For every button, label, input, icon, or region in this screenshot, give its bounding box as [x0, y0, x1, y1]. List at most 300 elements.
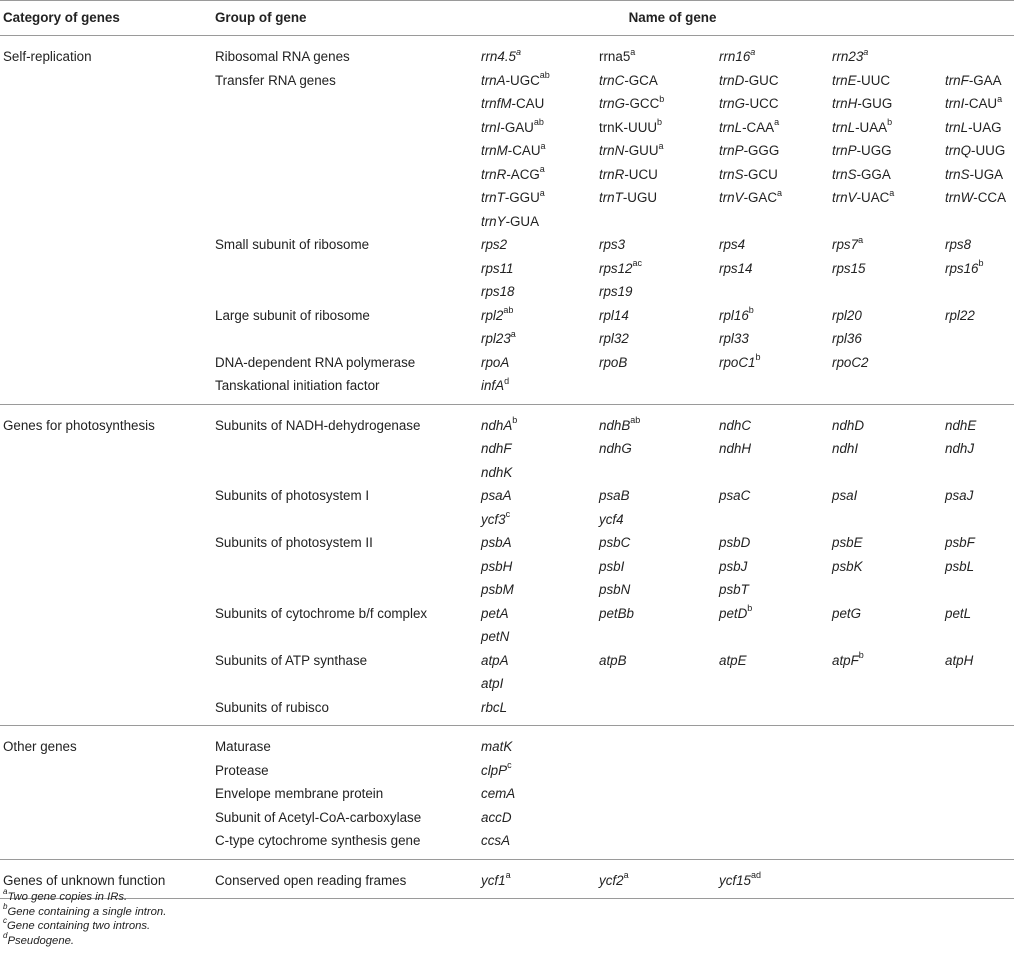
gene-name-italic: trnW: [945, 190, 974, 205]
gene-name-suffix: -UGU: [622, 190, 658, 205]
gene-name-suffix: -UAC: [856, 190, 890, 205]
gene-name-italic: rps3: [599, 237, 626, 252]
gene-name-suffix: -CAU: [964, 96, 998, 111]
gene-name-suffix: -GCC: [625, 96, 660, 111]
gene-footnote-mark: ab: [533, 117, 544, 128]
group-cell: [215, 508, 481, 532]
table-row: [0, 696, 1014, 726]
gene-name-italic: trnL: [945, 119, 969, 135]
gene-cell: [481, 829, 599, 859]
gene-cell: [945, 726, 1014, 759]
gene-cell: [832, 116, 945, 140]
table-row: [0, 759, 1014, 783]
group-cell: Conserved open reading frames: [215, 859, 481, 899]
gene-cell: [599, 374, 719, 404]
category-cell: [0, 92, 215, 116]
gene-cell: [719, 696, 832, 726]
group-cell: [215, 672, 481, 696]
gene-name-suffix: -GGU: [504, 190, 540, 205]
gene-cell: [719, 374, 832, 404]
category-cell: Genes for photosynthesis: [3, 417, 155, 433]
gene-cell: [832, 602, 945, 626]
gene-cell: [599, 163, 719, 187]
gene-cell: [481, 163, 599, 187]
group-cell: DNA-dependent RNA polymerase: [215, 354, 416, 370]
gene-name-italic: petG: [832, 605, 862, 621]
gene-cell: [481, 672, 599, 696]
gene-cell: [945, 280, 1014, 304]
gene-name-suffix: -ACG: [506, 166, 540, 182]
gene-cell: [832, 257, 945, 281]
table-row: [0, 257, 1014, 281]
gene-cell: [719, 531, 832, 555]
gene-name-italic: petA: [481, 605, 509, 621]
gene-cell: [719, 555, 832, 579]
gene-cell: [945, 806, 1014, 830]
footnote: [3, 930, 166, 949]
gene-name-italic: trnT: [481, 190, 505, 205]
gene-name-italic: ndhH: [719, 441, 752, 456]
gene-cell: [832, 280, 945, 304]
gene-cell: [945, 69, 1014, 93]
category-cell: [0, 280, 215, 304]
gene-cell: [481, 578, 599, 602]
table-row: [0, 327, 1014, 351]
gene-cell: [719, 782, 832, 806]
gene-name-italic: ycf4: [599, 511, 624, 527]
gene-cell: [945, 672, 1014, 696]
gene-cell: [719, 116, 832, 140]
gene-cell: [945, 36, 1014, 69]
gene-cell: [945, 859, 1014, 899]
gene-cell: [832, 374, 945, 404]
gene-name-italic: psbJ: [719, 558, 748, 574]
gene-footnote-mark: a: [889, 187, 895, 198]
gene-cell: [599, 531, 719, 555]
gene-cell: [832, 625, 945, 649]
group-cell: [215, 280, 481, 304]
gene-footnote-mark: b: [887, 117, 893, 128]
gene-cell: [945, 374, 1014, 404]
gene-name-suffix: -UCU: [624, 166, 658, 182]
table-row: [0, 36, 1014, 69]
table-row: [0, 116, 1014, 140]
gene-cell: [945, 625, 1014, 649]
gene-cell: [945, 351, 1014, 375]
gene-footnote-mark: b: [755, 352, 761, 363]
gene-cell: [599, 672, 719, 696]
gene-name-italic: rrn23: [832, 49, 864, 64]
gene-name-italic: psaJ: [945, 488, 974, 503]
gene-cell: [719, 36, 832, 69]
table-row: [0, 437, 1014, 461]
gene-cell: [599, 92, 719, 116]
gene-cell: [719, 327, 832, 351]
gene-name-italic: rps19: [599, 284, 633, 299]
gene-name-italic: rpl32: [599, 331, 629, 346]
gene-name-italic: ndhD: [832, 417, 865, 433]
gene-footnote-mark: c: [505, 509, 511, 520]
gene-name-italic: trnE: [832, 72, 857, 88]
gene-name-italic: ycf2: [599, 872, 624, 888]
gene-name-italic: atpF: [832, 652, 859, 668]
gene-name-italic: rps15: [832, 260, 866, 276]
category-cell: [0, 696, 215, 726]
footnote-text: Pseudogene.: [7, 934, 75, 947]
gene-name-suffix: -CAU: [511, 96, 545, 111]
group-cell: Protease: [215, 762, 269, 778]
gene-name-italic: rps7: [832, 237, 859, 252]
gene-cell: [481, 186, 599, 210]
group-cell: Ribosomal RNA genes: [215, 49, 350, 64]
table-body: [0, 36, 1014, 899]
gene-cell: [832, 327, 945, 351]
category-cell: [0, 829, 215, 859]
gene-cell: [945, 555, 1014, 579]
gene-name-italic: trnL: [832, 119, 856, 135]
category-cell: [0, 163, 215, 187]
category-cell: [0, 555, 215, 579]
group-cell: [215, 116, 481, 140]
gene-cell: [832, 649, 945, 673]
gene-name-italic: rps12: [599, 260, 633, 276]
gene-cell: [719, 92, 832, 116]
gene-footnote-mark: b: [659, 93, 665, 104]
table-row: [0, 304, 1014, 328]
gene-name-suffix: -GUC: [744, 72, 779, 88]
category-cell: [0, 351, 215, 375]
gene-name-italic: accD: [481, 809, 512, 825]
gene-footnote-mark: c: [507, 760, 512, 771]
gene-name-italic: rpl20: [832, 307, 862, 323]
table-row: [0, 484, 1014, 508]
footnote-mark: b: [3, 901, 8, 911]
gene-name-italic: ndhI: [832, 441, 859, 456]
footnote: [3, 916, 166, 934]
table-row: [0, 531, 1014, 555]
gene-cell: [719, 602, 832, 626]
gene-name-italic: trnI: [945, 96, 965, 111]
gene-name-suffix: -CAA: [742, 119, 775, 135]
gene-name-italic: trnM: [481, 143, 508, 158]
header-row: [0, 1, 1014, 36]
gene-cell: [832, 92, 945, 116]
gene-cell: [832, 304, 945, 328]
gene-cell: [832, 859, 945, 899]
gene-name-italic: trnS: [832, 166, 857, 182]
gene-name-suffix: -CCA: [973, 190, 1006, 205]
gene-cell: [945, 210, 1014, 234]
gene-name-italic: trnC: [599, 72, 625, 88]
gene-name-italic: trnP: [719, 143, 744, 158]
gene-name-suffix: -GAU: [500, 119, 534, 135]
group-cell: Transfer RNA genes: [215, 72, 336, 88]
gene-cell: [599, 139, 719, 163]
gene-footnote-mark: a: [539, 164, 545, 175]
gene-name-italic: ycf1: [481, 872, 506, 888]
gene-cell: [481, 257, 599, 281]
gene-cell: [481, 374, 599, 404]
category-cell: [0, 139, 215, 163]
gene-cell: [719, 437, 832, 461]
category-cell: Self-replication: [3, 49, 92, 64]
gene-cell: [481, 36, 599, 69]
table-row: [0, 649, 1014, 673]
gene-name-italic: matK: [481, 739, 513, 754]
table-row: [0, 829, 1014, 859]
gene-cell: [719, 257, 832, 281]
gene-cell: [599, 782, 719, 806]
gene-name-italic: atpH: [945, 652, 974, 668]
gene-footnote-mark: ac: [632, 258, 643, 269]
gene-cell: [481, 782, 599, 806]
gene-name-suffix: -UGA: [969, 166, 1004, 182]
gene-name-italic: trnV: [719, 190, 744, 205]
group-cell: Subunits of photosystem I: [215, 488, 370, 503]
gene-cell: [481, 484, 599, 508]
gene-name-suffix: -GAC: [743, 190, 778, 205]
gene-cell: [832, 696, 945, 726]
gene-cell: [719, 163, 832, 187]
gene-name-italic: trnR: [481, 166, 507, 182]
category-cell: [0, 672, 215, 696]
group-cell: [215, 210, 481, 234]
group-cell: Envelope membrane protein: [215, 786, 384, 801]
gene-cell: [832, 351, 945, 375]
gene-cell: [945, 602, 1014, 626]
gene-cell: [599, 280, 719, 304]
table-row: [0, 672, 1014, 696]
gene-cell: [481, 304, 599, 328]
table-row: [0, 186, 1014, 210]
gene-cell: [599, 233, 719, 257]
gene-name-italic: psbK: [832, 558, 863, 574]
gene-cell: [945, 829, 1014, 859]
gene-footnote-mark: a: [505, 870, 511, 881]
gene-cell: [719, 759, 832, 783]
gene-cell: [719, 484, 832, 508]
gene-cell: [832, 186, 945, 210]
group-cell: Tanskational initiation factor: [215, 374, 481, 404]
gene-cell: [719, 578, 832, 602]
gene-name-italic: petL: [945, 605, 972, 621]
footnote-text: Gene containing a single intron.: [7, 905, 167, 918]
gene-cell: [719, 233, 832, 257]
category-cell: [0, 578, 215, 602]
table-row: [0, 233, 1014, 257]
gene-cell: [832, 404, 945, 437]
gene-cell: [832, 163, 945, 187]
gene-cell: [481, 859, 599, 899]
gene-footnote-mark: ad: [751, 870, 762, 881]
gene-name-italic: psaA: [481, 488, 512, 503]
gene-name-italic: rbcL: [481, 699, 508, 715]
gene-name-italic: atpB: [599, 652, 627, 668]
gene-cell: [832, 759, 945, 783]
gene-name-italic: infA: [481, 378, 505, 393]
gene-cell: [719, 280, 832, 304]
gene-name-italic: ndhK: [481, 464, 513, 480]
gene-name-italic: psbD: [719, 535, 751, 550]
group-cell: Subunits of rubisco: [215, 696, 481, 726]
table-row: [0, 163, 1014, 187]
gene-footnote-mark: a: [858, 234, 864, 245]
gene-name-italic: psbT: [719, 582, 749, 597]
category-cell: [0, 759, 215, 783]
gene-name-suffix: -UGG: [856, 143, 892, 158]
gene-name-italic: trnF: [945, 72, 969, 88]
gene-footnote-mark: b: [858, 650, 864, 661]
gene-name-suffix: -GAA: [968, 72, 1002, 88]
gene-name-suffix: -GGG: [743, 143, 780, 158]
gene-name-italic: rrn16: [719, 49, 751, 64]
gene-name-italic: cemA: [481, 786, 516, 801]
gene-footnote-mark: a: [750, 46, 756, 57]
gene-name-italic: rpoC2: [832, 354, 869, 370]
gene-cell: [599, 210, 719, 234]
gene-footnote-mark: a: [515, 46, 521, 57]
gene-cell: [719, 806, 832, 830]
gene-name-italic: ndhC: [719, 417, 752, 433]
group-cell: [215, 578, 481, 602]
gene-name-italic: rpl16: [719, 307, 749, 323]
gene-name-italic: trnD: [719, 72, 745, 88]
gene-cell: [481, 696, 599, 726]
gene-name-italic: petBb: [599, 605, 634, 621]
gene-name-italic: psaC: [719, 488, 751, 503]
group-cell: Maturase: [215, 739, 271, 754]
gene-cell: [481, 233, 599, 257]
gene-name-italic: petN: [481, 629, 510, 644]
gene-name-suffix: rrna5: [599, 49, 631, 64]
gene-name-suffix: -UAG: [968, 119, 1002, 135]
gene-cell: [832, 461, 945, 485]
gene-cell: [481, 625, 599, 649]
group-cell: [215, 139, 481, 163]
gene-cell: [599, 649, 719, 673]
gene-cell: [832, 437, 945, 461]
gene-name-italic: psaI: [832, 488, 858, 503]
gene-footnote-mark: d: [504, 375, 510, 386]
gene-cell: [719, 649, 832, 673]
category-cell: [0, 186, 215, 210]
gene-name-italic: trnS: [945, 166, 970, 182]
table-row: [0, 578, 1014, 602]
gene-cell: [481, 210, 599, 234]
gene-cell: [481, 280, 599, 304]
gene-name-italic: rps18: [481, 284, 515, 299]
gene-cell: [599, 829, 719, 859]
gene-name-italic: ndhB: [599, 417, 631, 433]
gene-footnote-mark: a: [997, 93, 1003, 104]
table-row: [0, 806, 1014, 830]
gene-footnote-mark: b: [978, 258, 984, 269]
category-cell: [0, 782, 215, 806]
gene-name-italic: trnA: [481, 72, 506, 88]
gene-cell: [599, 578, 719, 602]
gene-name-italic: rps11: [481, 260, 514, 276]
footnote-text: Two gene copies in IRs.: [7, 891, 128, 903]
gene-cell: [481, 116, 599, 140]
gene-name-suffix: -UAA: [855, 119, 888, 135]
gene-cell: [599, 327, 719, 351]
gene-name-italic: ycf3: [481, 511, 506, 527]
table-row: [0, 69, 1014, 93]
table-row: [0, 404, 1014, 437]
gene-footnote-mark: ab: [539, 70, 550, 81]
gene-name-suffix: -CAU: [507, 143, 541, 158]
gene-name-suffix: -UUG: [971, 143, 1006, 158]
gene-name-italic: trnG: [719, 96, 746, 111]
gene-cell: [945, 782, 1014, 806]
gene-name-italic: rpoA: [481, 354, 510, 370]
gene-cell: [945, 437, 1014, 461]
gene-name-italic: atpE: [719, 652, 747, 668]
gene-footnote-mark: a: [658, 140, 664, 151]
gene-cell: [599, 351, 719, 375]
gene-name-italic: psbH: [481, 558, 513, 574]
category-cell: [0, 69, 215, 93]
gene-name-italic: rpl2: [481, 307, 504, 323]
gene-name-italic: ndhA: [481, 417, 513, 433]
gene-name-italic: rpl22: [945, 307, 975, 323]
gene-name-italic: psbI: [599, 558, 625, 574]
gene-cell: [945, 578, 1014, 602]
gene-name-italic: rrn4.5: [481, 49, 516, 64]
gene-cell: [719, 829, 832, 859]
category-cell: [0, 437, 215, 461]
gene-cell: [599, 404, 719, 437]
gene-footnote-mark: b: [747, 603, 753, 614]
gene-name-suffix: -GUA: [505, 213, 540, 229]
table-row: [0, 351, 1014, 375]
gene-name-italic: psbN: [599, 582, 631, 597]
gene-cell: [719, 672, 832, 696]
category-cell: [0, 806, 215, 830]
group-cell: Large subunit of ribosome: [215, 307, 370, 323]
table-row: [0, 602, 1014, 626]
gene-name-italic: atpA: [481, 652, 509, 668]
gene-cell: [719, 304, 832, 328]
category-cell: Other genes: [3, 739, 77, 754]
gene-name-italic: trnV: [832, 190, 857, 205]
gene-cell: [599, 726, 719, 759]
gene-name-italic: psbC: [599, 535, 631, 550]
table-row: [0, 726, 1014, 759]
group-cell: Small subunit of ribosome: [215, 237, 370, 252]
gene-cell: [832, 726, 945, 759]
gene-cell: [945, 139, 1014, 163]
category-cell: [0, 649, 215, 673]
gene-name-suffix: -UCC: [745, 96, 779, 111]
gene-cell: [945, 304, 1014, 328]
category-cell: [0, 327, 215, 351]
table-row: [0, 92, 1014, 116]
gene-footnote-mark: ab: [503, 305, 514, 316]
gene-name-italic: ndhE: [945, 417, 977, 433]
gene-name-italic: psbM: [481, 582, 514, 597]
gene-cell: [481, 139, 599, 163]
table-row: [0, 139, 1014, 163]
group-cell: Subunits of NADH-dehydrogenase: [215, 417, 421, 433]
gene-cell: [719, 726, 832, 759]
gene-name-suffix: -UGC: [505, 72, 540, 88]
gene-cell: [832, 36, 945, 69]
gene-footnote-mark: b: [512, 415, 518, 426]
gene-name-italic: ndhF: [481, 441, 512, 456]
gene-name-italic: psbF: [945, 535, 975, 550]
gene-cell: [832, 139, 945, 163]
